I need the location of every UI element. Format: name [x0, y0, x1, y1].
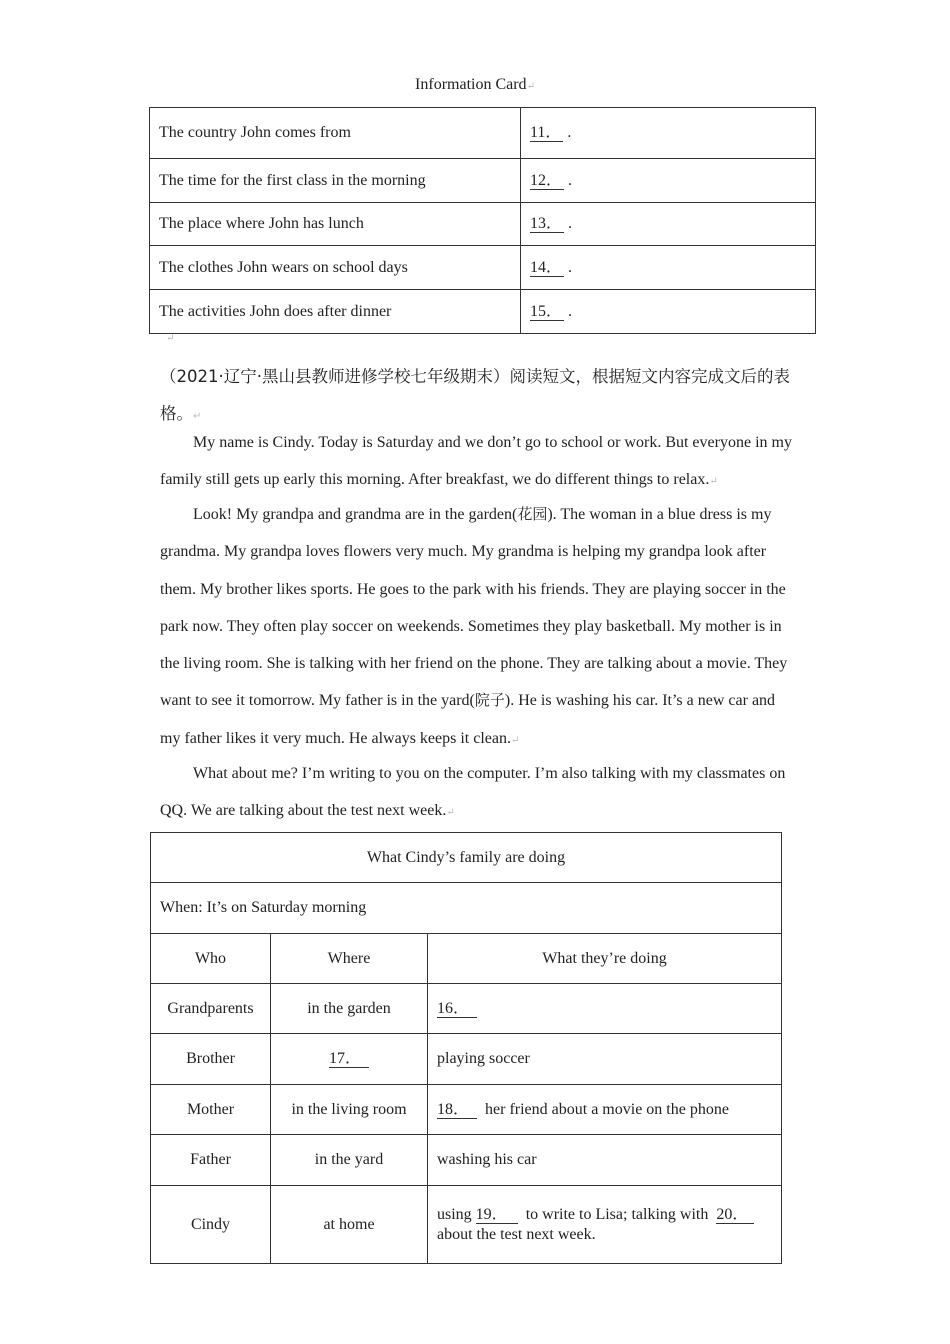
passage-paragraph-1: My name is Cindy. Today is Saturday and we don’t go to school or work. But everyone in my family still gets up early this morning. After breakfast, we do different things to relax.↵	[160, 434, 792, 489]
table-row	[150, 108, 816, 159]
card-label: The time for the first class in the morning	[150, 159, 521, 203]
card-title: Information Card↵	[415, 76, 535, 93]
table-row	[150, 246, 816, 290]
paragraph-mark: ↵	[166, 333, 175, 344]
cell-who: Grandparents	[151, 984, 271, 1034]
answer-blank[interactable]: 14．	[530, 258, 563, 276]
cell-doing: washing his car	[428, 1135, 782, 1186]
cell-doing: playing soccer	[428, 1034, 782, 1085]
header-who: Who	[151, 934, 271, 984]
table-header-row	[151, 934, 782, 984]
cell-doing	[428, 984, 782, 1034]
cell-who: Cindy	[151, 1186, 271, 1264]
family-activities-table	[150, 832, 782, 1264]
table-row	[151, 833, 782, 883]
table-row	[150, 203, 816, 246]
information-card-table	[149, 107, 816, 334]
cell-where: at home	[271, 1186, 428, 1264]
table-row	[151, 1186, 782, 1264]
card-answer: 14． .	[521, 246, 816, 290]
cell-who: Mother	[151, 1085, 271, 1135]
answer-blank[interactable]: 11．	[530, 124, 562, 141]
answer-blank[interactable]: 13．	[530, 215, 563, 232]
card-label: The place where John has lunch	[150, 203, 521, 246]
table-row	[151, 883, 782, 934]
table-row	[151, 1085, 782, 1135]
table-row	[150, 290, 816, 334]
answer-blank[interactable]: 19．	[476, 1206, 518, 1224]
passage-paragraph-3: What about me? I’m writing to you on the computer. I’m also talking with my classmates on QQ. We are talking about the test next week.↵	[160, 765, 786, 820]
header-doing: What they’re doing	[428, 934, 782, 984]
card-answer: 15． .	[521, 290, 816, 334]
table-title: What Cindy’s family are doing	[151, 833, 782, 883]
cell-doing: 18． her friend about a movie on the phone	[428, 1085, 782, 1135]
cell-doing: using 19． to write to Lisa; talking with 20． about the test next week.	[428, 1186, 782, 1264]
table-row	[150, 159, 816, 203]
answer-blank[interactable]: 17．	[329, 1050, 369, 1068]
card-label: The clothes John wears on school days	[150, 246, 521, 290]
answer-blank[interactable]: 12．	[530, 171, 563, 189]
question-heading: （2021·辽宁·黑山县教师进修学校七年级期末）阅读短文，根据短文内容完成文后的表格。↵	[160, 367, 790, 423]
card-label: The activities John does after dinner	[150, 290, 521, 334]
cell-where: in the garden	[271, 984, 428, 1034]
header-where: Where	[271, 934, 428, 984]
answer-blank[interactable]: 15．	[530, 302, 563, 320]
card-answer: 11． .	[521, 108, 816, 159]
cell-where	[271, 1034, 428, 1085]
answer-blank[interactable]: 18．	[437, 1101, 477, 1119]
table-row	[151, 1135, 782, 1186]
cell-where: in the living room	[271, 1085, 428, 1135]
cell-who: Brother	[151, 1034, 271, 1085]
answer-blank[interactable]: 20．	[716, 1206, 754, 1224]
card-answer: 13． .	[521, 203, 816, 246]
table-row	[151, 984, 782, 1034]
answer-blank[interactable]: 16．	[437, 1000, 477, 1018]
table-row	[151, 1034, 782, 1085]
cell-who: Father	[151, 1135, 271, 1186]
card-label: The country John comes from	[150, 108, 521, 159]
table-when: When: It’s on Saturday morning	[151, 883, 782, 934]
passage-paragraph-2: Look! My grandpa and grandma are in the garden(花园). The woman in a blue dress is my grandma. My grandpa loves flowers very much. My grandma is helping my grandpa look after them. My brother likes sports. He goes to the park with his friends. They are playing soccer in the park now. They often play soccer on weekends. Sometimes they play basketball. My mother is in the living room. She is talking with her friend on the phone. They are talking about a movie. They want to see it tomorrow. My father is in the yard(院子). He is washing his car. It’s a new car and my father likes it very much. He always keeps it clean.↵	[160, 505, 788, 747]
card-answer: 12． .	[521, 159, 816, 203]
cell-where: in the yard	[271, 1135, 428, 1186]
